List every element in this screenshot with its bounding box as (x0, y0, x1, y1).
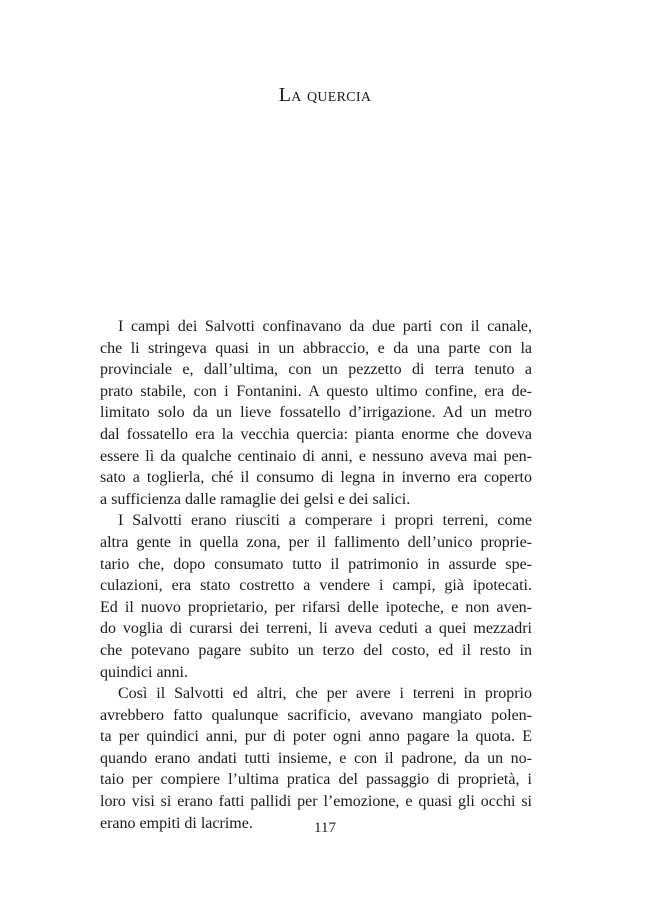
text-line: Ed il nuovo proprietario, per rifarsi delle ipoteche, e non aven- (100, 598, 532, 616)
text-line: limitato solo da un lieve fossatello d’irrigazione. Ad un metro (100, 404, 532, 422)
text-line: sato a toglierla, ché il consumo di legna in inverno era coperto (100, 469, 532, 487)
chapter-title: La quercia (278, 84, 372, 106)
text-line: a sufficienza dalle ramaglie dei gelsi e dei salici. (100, 490, 411, 508)
text-line: erano empiti di lacrime. (100, 814, 253, 832)
text-line: loro visi si erano fatti pallidi per l’emozione, e quasi gli occhi si (100, 793, 532, 811)
text-line: tario che, dopo consumato tutto il patrimonio in assurde spe- (100, 555, 532, 573)
page-number: 117 (314, 820, 336, 836)
text-line: avrebbero fatto qualunque sacrificio, avevano mangiato polen- (100, 706, 532, 724)
text-line: quando erano andati tutti insieme, e con il padrone, da un no- (100, 749, 532, 767)
text-line: dal fossatello era la vecchia quercia: pianta enorme che doveva (100, 425, 532, 443)
text-line: altra gente in quella zona, per il fallimento dell’unico proprie- (100, 533, 532, 551)
paragraph (100, 683, 532, 834)
paragraph (100, 316, 532, 510)
text-line: Così il Salvotti ed altri, che per avere i terreni in proprio (118, 685, 532, 703)
text-line: che li stringeva quasi in un abbraccio, e da una parte con la (100, 339, 532, 357)
text-line: do voglia di curarsi dei terreni, li aveva ceduti a quei mezzadri (100, 620, 532, 638)
text-line: I Salvotti erano riusciti a comperare i propri terreni, come (118, 512, 532, 530)
text-line: taio per compiere l’ultima pratica del passaggio di proprietà, i (100, 771, 532, 789)
paragraph (100, 510, 532, 683)
text-line: prato stabile, con i Fontanini. A questo ultimo confine, era de- (100, 382, 532, 400)
text-line: I campi dei Salvotti confinavano da due parti con il canale, (118, 318, 532, 335)
text-line: provinciale e, dall’ultima, con un pezzetto di terra tenuto a (100, 361, 532, 379)
text-line: essere lì da qualche centinaio di anni, e nessuno aveva mai pen- (100, 447, 532, 465)
body-text (100, 316, 532, 834)
text-line: quindici anni. (100, 663, 188, 681)
text-line: ta per quindici anni, pur di poter ogni anno pagare la quota. E (100, 728, 532, 746)
text-line: che potevano pagare subito un terzo del costo, ed il resto in (100, 641, 532, 659)
text-line: culazioni, era stato costretto a vendere i campi, già ipotecati. (100, 577, 532, 595)
